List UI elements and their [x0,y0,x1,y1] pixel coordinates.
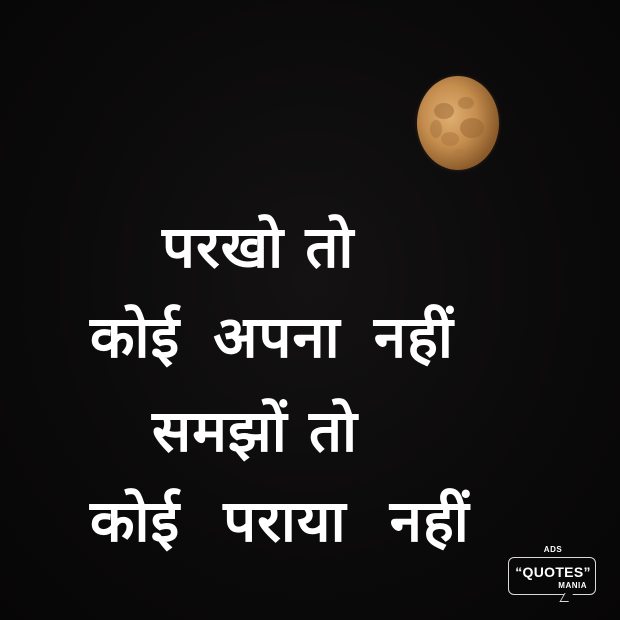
quote-line-1: परखो तो [162,213,355,281]
logo-ads-text: ADS [543,545,563,554]
quotes-mania-logo [506,545,600,603]
logo-quotes-text: “QUOTES” [515,564,591,580]
quote-line-4: कोई पराया नहीं [90,487,470,555]
quote-line-3: समझों तो [152,397,359,465]
full-moon-icon [414,73,502,173]
quote-line-2: कोई अपना नहीं [90,303,454,371]
logo-speech-bubble [508,557,596,595]
logo-mania-text: MANIA [558,581,587,590]
